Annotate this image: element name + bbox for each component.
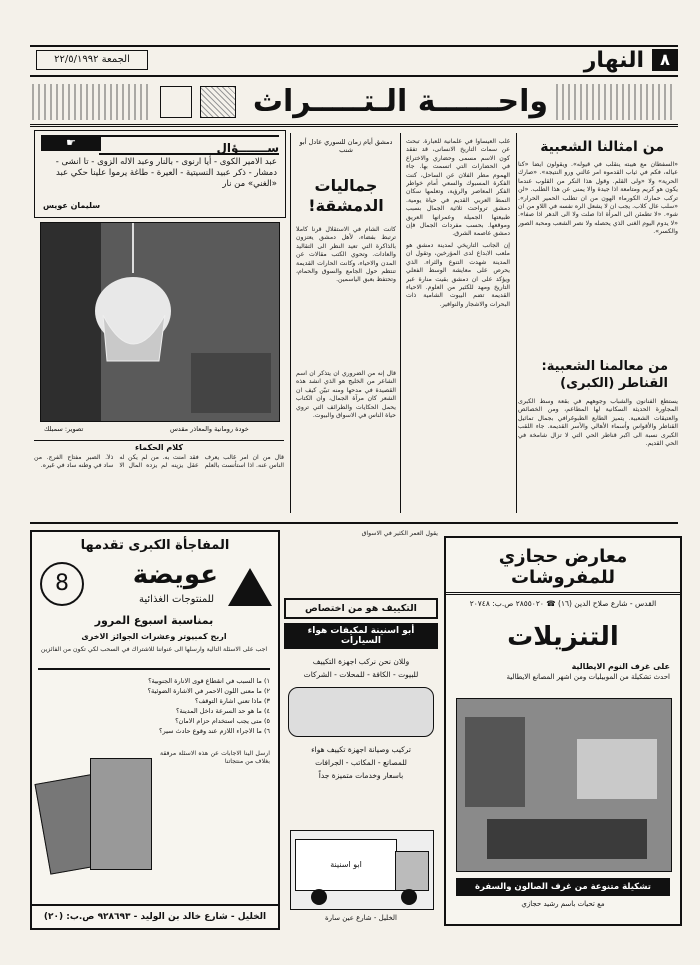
figure-vignette [200, 86, 236, 118]
ad-furn-credit: مع تحيات باسم رشيد حجازي [521, 900, 605, 908]
question-signature: سليمان عويس [43, 201, 101, 210]
section-divider [30, 522, 678, 524]
wisdom-body: قال من ان امر غالب يعرف الناس عنه. اذا استأنست بالعلم فقد أمنت به. من لم يكن له عقل يزينه لم يزده المال الا ذلاً. الصبر مفتاح الفرج. من ساد في وطنه ساد في غيره. [34, 454, 284, 470]
ad-comp-questions [42, 676, 270, 736]
ad-competition [30, 530, 280, 930]
wardrobe-shape [465, 717, 525, 807]
newspaper-name: النهار [583, 48, 644, 73]
ad-ac-lines-2 [284, 743, 438, 782]
ad-comp-prize: اربح كمبيوتر وعشرات الجوائز الاخرى [81, 632, 227, 641]
feature-title: جماليات الدمشقة! [308, 176, 384, 215]
ad-furn-headline: معارض حجازي للمفروشات [446, 546, 680, 595]
feature-body-2: قال إنه من الضروري ان يتذكر ان اسم الشاعر من الخليج هو الذي انشد هذه القصيدة في مدحها ومنه تبيّن كيف ان الشعر كان مرآة الجمال، وان الكتاب يحمل الحكايات والطرائف التي تروي حياة الناس في الاسواق والبيوت. [296, 370, 396, 420]
figure-vignette [160, 86, 192, 118]
heritage-ornament-left [32, 84, 152, 120]
feature-article [296, 138, 396, 508]
brand-logo-icon: 8 [40, 562, 84, 606]
ad-furn-address: القدس - شارع صلاح الدين (١٦) ☎ ٢٨٥٥٠٢٠ ص.ب: ٢٠٧٤٨ [469, 599, 657, 608]
ac-unit-image [288, 687, 434, 737]
section-title: واحــــــة الـتـــــراث [252, 84, 548, 119]
ad-comp-headline: المفاجأة الكبرى تقدمها [80, 538, 230, 553]
section-title-band [30, 78, 678, 127]
ad-comp-question: ٥) متى يجب استخدام حزام الامان؟ [175, 717, 270, 725]
ad-furn-bottom: تشكيلة متنوعة من غرف الصالون والسفرة [456, 878, 670, 896]
mirror-shape [577, 739, 657, 799]
page-header [30, 45, 678, 77]
column-rule [400, 133, 401, 513]
product-photos [42, 758, 154, 888]
furniture-room-photo [456, 698, 672, 872]
ad-comp-question: ٦) ما الاجراء اللازم عند وقوع حادث سير؟ [159, 727, 270, 735]
column-rule [516, 133, 517, 513]
ad-ac-lines [284, 655, 438, 681]
ad-comp-brand-sub: للمنتوجات الغذائية [139, 594, 214, 605]
photo-helmet [40, 222, 280, 422]
photo-credit: تصوير: سمبلك [44, 425, 84, 433]
ad-ac-line: للبيوت - الكافة - للمحلات - الشركات [303, 670, 419, 679]
truck-label: ابو اسنينة [295, 839, 397, 891]
truck-wheel [311, 889, 327, 905]
truck-image [290, 830, 434, 910]
landmarks-body: يستطع الفنانون والشباب وجوههم في بقعة وسط الكبرى المجاورة الحديثة السكانية لها المطاعم، ومن الخصائص والعتيقات الشعبية. يتميز الطابع الطبوغرافي بجمال تماثيل القناطر والأقواس وأسماء الأهالي والأسر القديمة. جاء اللقب الكبرى نسبة الى اكبر قناطر الحي التي لا تزال شامخة في الحي القديم. [518, 398, 678, 448]
product-box [90, 758, 152, 870]
middle-article-para: غلب العيساوا في علمانية للعبارة. تبحث عن سمات التاريخ الانسانى، قد تفقد كون الاسم مسمى وحضاري والاختراع في الحضارات التي اتسمت بها. جاء الهموم مطر الفلان عن الساحل، كنت الفكرة المسبوك والسعي أمام خواطر الفكر المعاصر والرؤية، وتعلمها سكان النمط العربي القديم في حياة يومية. دمشق ترواحت ثلاثية الجمال بسبب طبيعتها الجميلة وعمرانها العريق وموقعها. بحسب مفردات الجمال فإن دمشق عاصمة الشرق. [406, 138, 510, 238]
landmarks-heading: من معالمنا الشعبية: القناطر (الكبرى) [541, 359, 668, 391]
feature-byline: دمشق أيام زمان للسوري عادل أبو شنب [299, 138, 393, 154]
ad-ac-line: باسعار وخدمات متميزة جداً [318, 771, 404, 780]
ad-comp-question: ٤) ما هو حد السرعة داخل المدينة؟ [176, 707, 270, 715]
ad-furn-offer-body: احدث تشكيلة من الموبيليات ومن اشهر المصانع الايطالية [506, 673, 670, 681]
ad-ac-lead: يقول العمر الكثير في الاسواق [361, 530, 438, 537]
ad-comp-rule [38, 668, 270, 670]
ad-comp-instructions: اجب على الاسئلة التالية وارسلها الى عنواننا للاشتراك في السحب لكي تكون من الفائزين [40, 646, 268, 653]
question-icon: ☛ [41, 135, 101, 151]
ad-furniture [444, 536, 682, 926]
issue-date: الجمعة ٢٢/٥/١٩٩٢ [36, 50, 148, 70]
feature-body: كانت الشام في الاستقلال قرناً كاملاً ترتبط بفضاء، لأهل دمشق يعتزون بالذاكرة التي تعيد النظر الى التقاليد والعادات. وتحوي الكتب مقالات عن المدن والاحياء، وكانت الحارات القديمة تنتظم حول الجامع والسوق والحمام، وتحتفظ بعبق الياسمين. [296, 226, 396, 284]
ad-ac-line: وللان نحن نركب اجهزة التكييف [312, 657, 410, 666]
ad-comp-closing: ارسل الينا الاجابات عن هذه الاسئلة مرفقة بغلاف من منتجاتنا [160, 750, 270, 766]
middle-article-para: إن الجانب التاريخي لمدينة دمشق هو ملعب الابداع لدى المؤرخين، وتقول ان المدينة شهدت التنوع والثراء. الذي يحرص على معايشة الوسط الفعلي ويؤكد على ان دمشق بقيت منارة عبر التاريخ ومهد للكثير من العلوم. الاحياء القديمة تضم البيوت الشامية ذات البحرات والاشجار والنوافير. [406, 241, 510, 308]
wisdom-heading: كلام الحكماء [135, 443, 183, 452]
ad-comp-occasion: بمناسبة اسبوع المرور [94, 614, 214, 627]
ad-comp-question: ٣) ماذا تعني اشارة التوقف؟ [195, 697, 270, 705]
question-heading-bar [99, 135, 279, 155]
helmet-photo-image [41, 223, 279, 421]
ad-comp-footer: الخليل - شارع خالد بن الوليد - ٩٢٨٦٩٣ ص.ب: (٢٠) [32, 904, 278, 928]
ad-furn-offer-title: على غرف النوم الايطالية [571, 662, 670, 671]
middle-article [406, 138, 510, 508]
heritage-ornament-right [556, 84, 676, 120]
ad-ac-headline: التكييف هو من اختصاص [284, 598, 438, 619]
ad-ac-line: للمصانع - المكاتب - الجرافات [315, 758, 407, 767]
truck-wheel [401, 889, 417, 905]
ad-ac-line: تركيب وصيانة اجهزة تكييف هواء [311, 745, 411, 754]
wisdom-box [34, 440, 284, 511]
proverbs-body: «السفطان مع هيبته ينقلب في قيوله». ويقولون ايضاً «كنا عياله، فكم في ثياب القدموه امر غالني ورو النتيجة». «صارك الحرية» ولا «ولى القلم. وقول هذا النكر من القلوب عندما يكون هو كريم ومتامعة اذا جيدة والا يمنى عن هذا الطلب. «لن تركب حمارك الكورماء الهون من ان تطلب الحمير الحرار». «سلب عال كلاب. يجب ان لا يشعل الره نفسه في اللاو من ان شو». «لا تطمئن الى المرأة اذا صلت ولا الى الدهر اذا صفا». «لا يدوم اليوم الغنى الذي يحصله ولا نصر الشعب ومحبة الصور والكسر». [518, 161, 678, 236]
question-box [34, 130, 286, 218]
question-heading: ســـــــؤال [216, 141, 279, 155]
ad-comp-question: ١) ما السبب في انقطاع قوى الانارة الجنوبية؟ [148, 677, 270, 685]
ad-comp-question: ٢) ما معنى اللون الاحمر في الاشارة الضوئية؟ [147, 687, 270, 695]
ad-comp-brand: عويضة [132, 560, 218, 590]
photo-caption: خودة رومانية والمعاذر مقدس [170, 425, 249, 433]
proverbs-heading: من امثالنا الشعبية [540, 139, 664, 155]
traffic-sign-icon [228, 568, 272, 606]
ad-airconditioning [284, 530, 438, 926]
question-body: عبد الامير الكوى - أيا ارنوى - بالنار وعبد الاله الزوى - تا انشى - دمشار - ذكر عبيد النسيتية - العيرة - طاغة يرموا علينا حكي عبد «الغني» من نار [55, 157, 277, 189]
ad-ac-footer: الخليل - شارع عين سارة [325, 914, 397, 922]
bed-shape [487, 819, 647, 859]
column-rule [290, 133, 291, 513]
page-number: ٨ [652, 49, 678, 71]
truck-cab [395, 851, 429, 891]
ad-furn-sale: التنزيلات [507, 622, 619, 652]
ad-ac-company: أبو اسنينة لمكيفات هواء السيارات [284, 623, 438, 649]
proverbs-column [518, 133, 678, 513]
